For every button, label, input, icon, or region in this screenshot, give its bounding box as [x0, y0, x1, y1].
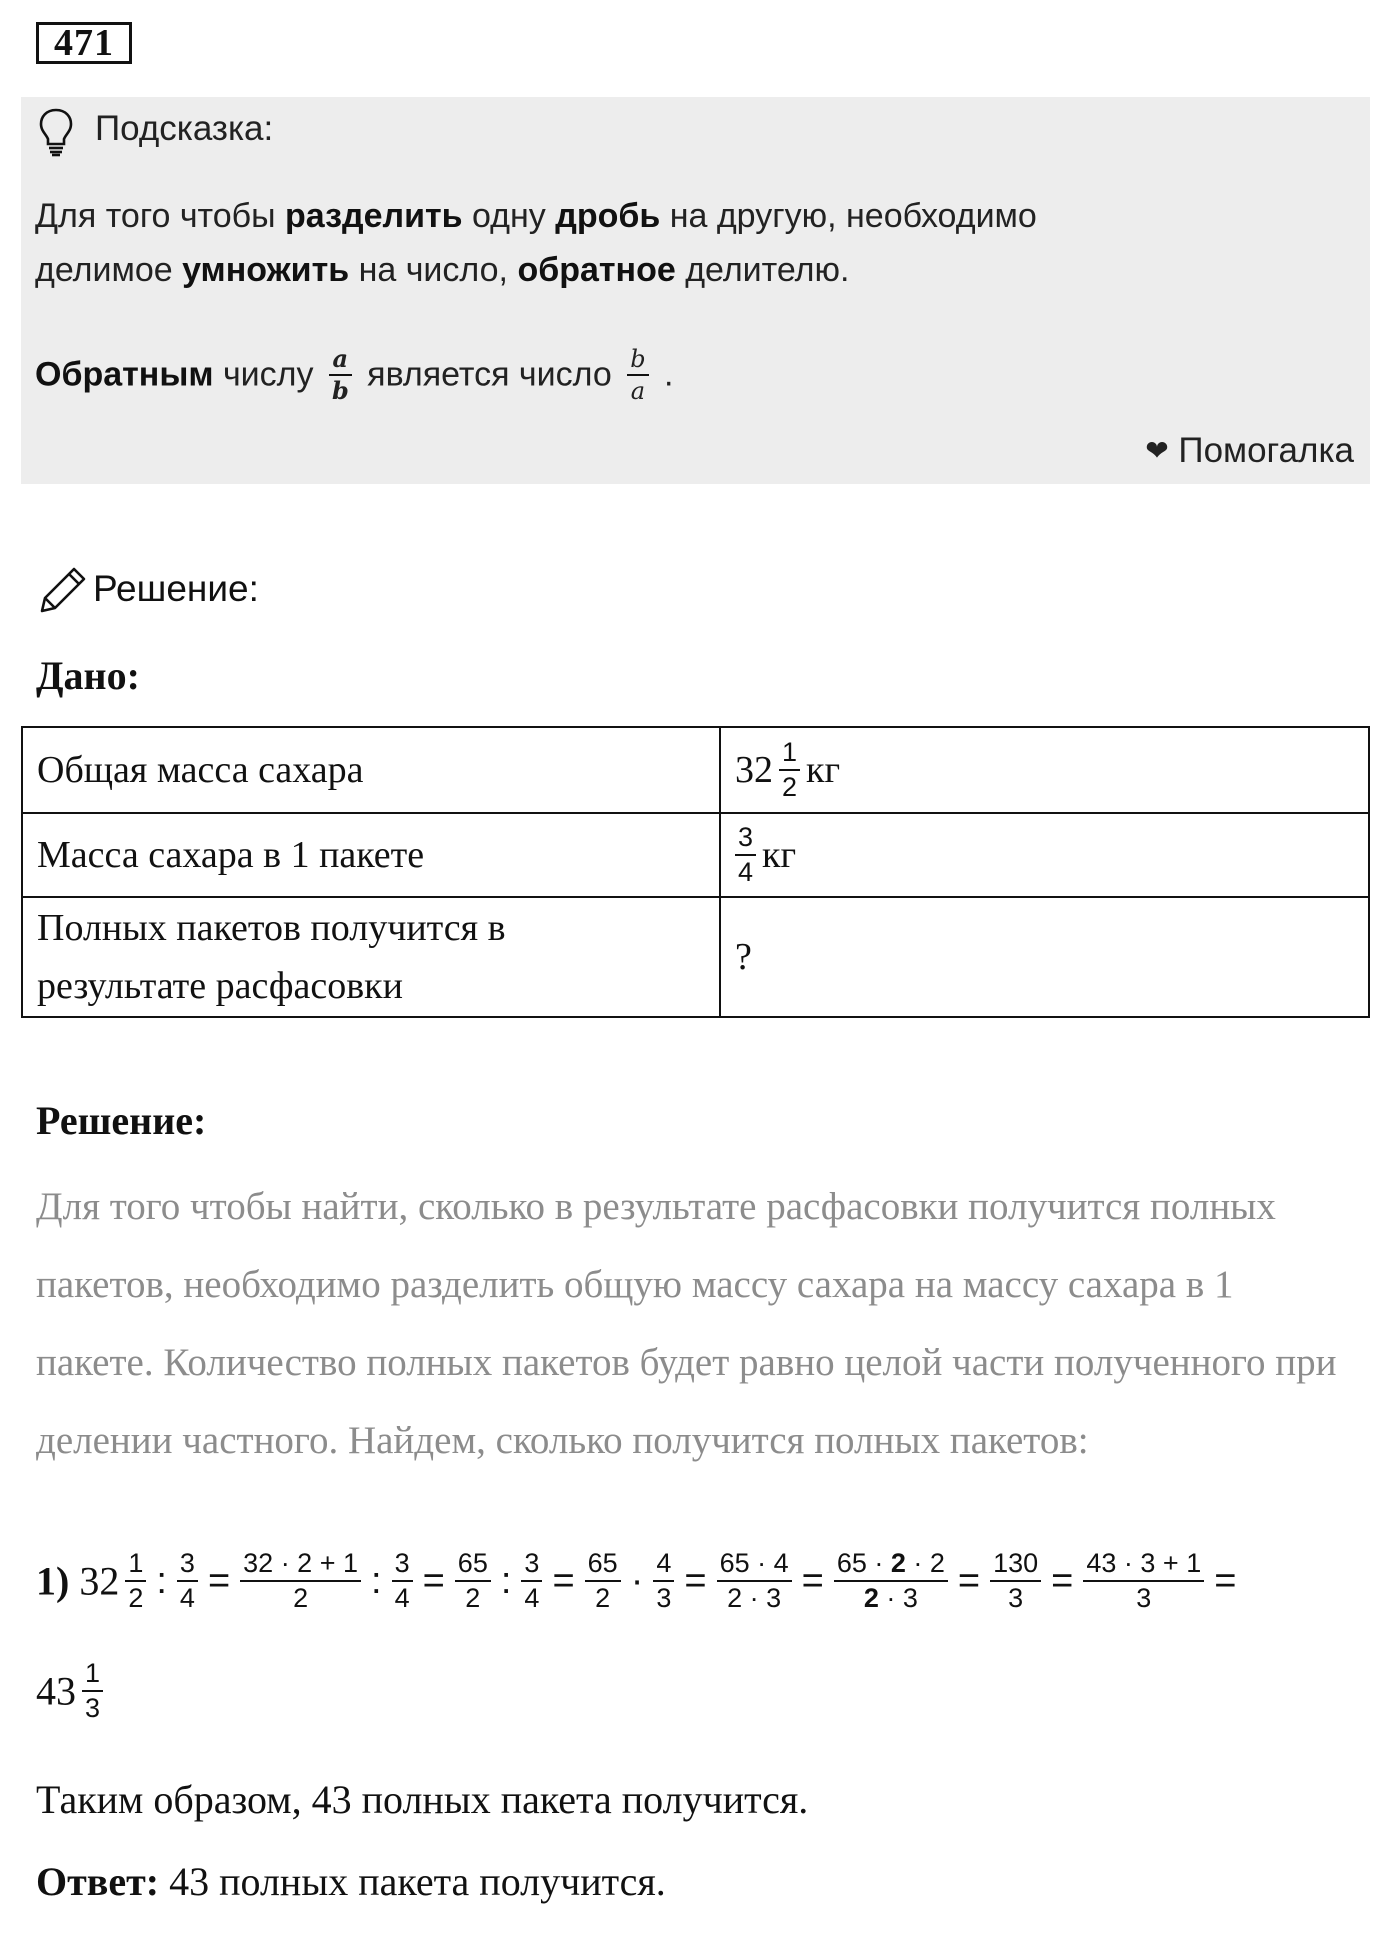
hint-text: .: [654, 355, 674, 394]
table-row: [22, 727, 1369, 813]
hint-bold: разделить: [285, 197, 463, 235]
answer-label: Ответ:: [36, 1859, 160, 1904]
hint-paragraph-1: [35, 189, 1355, 297]
hint-text: делимое: [35, 251, 183, 289]
hint-bold: умножить: [182, 251, 350, 289]
heart-icon: ❤: [1145, 435, 1169, 466]
credit-label: Помогалка: [1178, 431, 1354, 470]
hint-text: одну: [462, 197, 556, 235]
conclusion: Таким образом, 43 полных пакета получится.: [36, 1777, 809, 1822]
hint-text: числу: [213, 355, 323, 394]
table-cell-value: $\frac{3}{4}$ кг: [720, 813, 1369, 897]
hint-text: делителю.: [675, 251, 850, 289]
equation-result: 43 $\frac{1}{3}$: [36, 1660, 109, 1722]
solution-label: Решение:: [36, 1098, 207, 1143]
hint-text: Для того чтобы: [35, 197, 286, 235]
hint-text: на другую, необходимо: [660, 197, 1037, 235]
table-cell-label: Общая масса сахара: [22, 727, 720, 813]
table-cell-label: Полных пакетов получится в результате расфасовки: [22, 897, 720, 1017]
given-heading: Дано:: [36, 653, 140, 698]
hint-box: [21, 97, 1370, 484]
table-row: [22, 897, 1369, 1017]
hint-title: Подсказка:: [95, 109, 274, 148]
hint-text: является число: [357, 355, 622, 394]
fraction: $\frac{3}{4}$: [735, 824, 756, 886]
task-number: 471: [36, 22, 132, 64]
given-table: [21, 726, 1370, 1018]
hint-text: на число,: [349, 251, 518, 289]
hint-bold: Обратным: [35, 355, 214, 394]
table-cell-value: ?: [720, 897, 1369, 1017]
fraction: $\frac{1}{2}$: [779, 739, 800, 801]
answer: [36, 1858, 666, 1905]
table-row: [22, 813, 1369, 897]
pencil-icon: [36, 565, 92, 617]
solution-heading: Решение:: [93, 568, 259, 609]
table-cell-label: Масса сахара в 1 пакете: [22, 813, 720, 897]
equation-line: 1) 32 $\frac{1}{2}$ : $\frac{3}{4}$ = $\frac{32 \cdot 2 + 1}{2}$ : $\frac{3}{4}$ = $\frac{65}{2}$ : $\frac{3}{4}$ = $\frac{65}{2}$ · $\frac{4}{3}$ = $\frac{65 \cdot 4}{2 \cdot 3}$ = $\frac{65 \cdot 2 \cdot 2}{2 \cdot 3}$ = $\frac{130}{3}$ = $\frac{43 \cdot 3 + 1}{3}$ =: [36, 1548, 1237, 1613]
step-label: 1): [36, 1558, 70, 1604]
credit: [1145, 431, 1354, 471]
hint-bold: дробь: [555, 197, 661, 235]
fraction-a-over-b: $\frac{a}{b}$: [329, 347, 352, 403]
answer-text: 43 полных пакета получится.: [159, 1859, 666, 1904]
lightbulb-icon: [37, 107, 75, 159]
fraction-b-over-a: $\frac{b}{a}$: [627, 347, 648, 403]
hint-paragraph-2: [35, 344, 674, 405]
solution-text: Для того чтобы найти, сколько в результате расфасовки получится полных пакетов, необходимо разделить общую массу сахара на массу сахара в 1 пакете. Количество полных пакетов будет равно целой части полученного при делении частного. Найдем, сколько получится полных пакетов:: [36, 1185, 1337, 1462]
hint-bold: обратное: [517, 251, 676, 289]
table-cell-value: 32 $\frac{1}{2}$ кг: [720, 727, 1369, 813]
